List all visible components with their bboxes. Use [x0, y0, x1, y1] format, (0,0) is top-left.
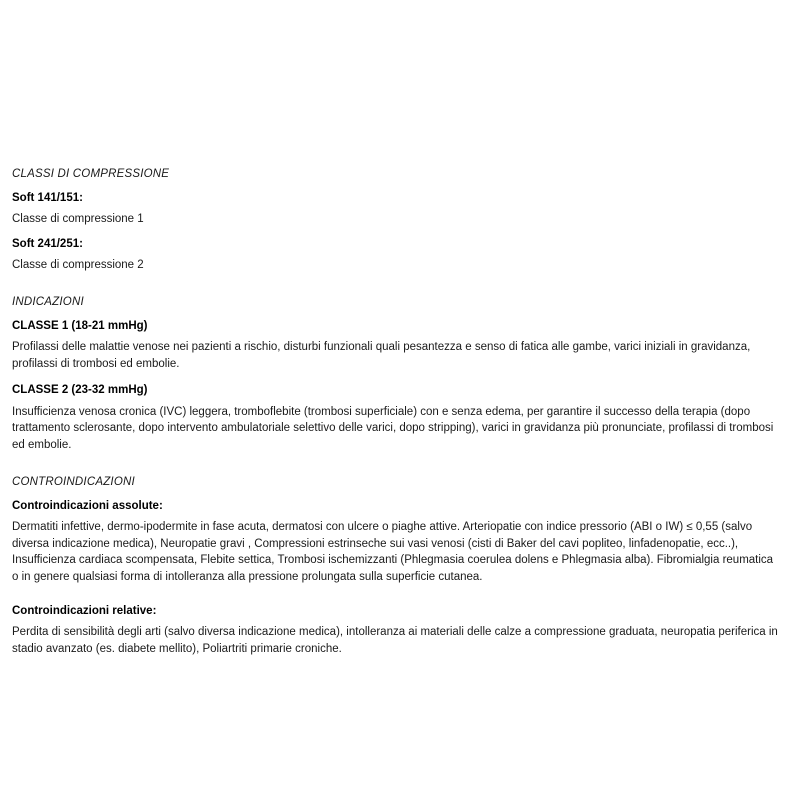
text-indicazioni-classe-2: Insufficienza venosa cronica (IVC) leggera, tromboflebite (trombosi superficiale) con e senza edema, per garantire il successo della terapia (dopo trattamento sclerosante, dopo intervento ambulatoriale selettivo delle varici, dopo stripping), varici in gravidanza più pronunciate, profilassi di trombosi ed embolie. [12, 405, 774, 452]
spacer [12, 283, 782, 296]
section-heading: CLASSI DI COMPRESSIONE [12, 168, 170, 180]
subheading-classe-1: CLASSE 1 (18-21 mmHg) [12, 319, 148, 332]
section-indicazioni [12, 296, 782, 454]
text-classe-compressione-2: Classe di compressione 2 [12, 259, 144, 272]
subheading-soft-141-151: Soft 141/151: [12, 191, 83, 204]
text-controindicazioni-assolute: Dermatiti infettive, dermo-ipodermite in fase acuta, dermatosi con ulcere o piaghe attive. Arteriopatie con indice pressorio (ABI o IW) ≤ 0,55 (salvo diversa indicazione medica), Neuropatie gravi , Compressioni estrinseche sui vasi venosi (cisti di Baker del cavi popliteo, linfadenopatie, ecc..), Insufficienza cardiaca scompensata, Flebite settica, Trombosi ischemizzanti (Phlegmasia coerulea dolens e Phlegmasia alba). Fibromialgia reumatica o in genere qualsiasi forma di intolleranza alla pressione prolungata sulla superficie cutanea. [12, 520, 774, 583]
text-indicazioni-classe-1: Profilassi delle malattie venose nei pazienti a rischio, disturbi funzionali quali pesantezza e senso di fatica alle gambe, varici iniziali in gravidanza, profilassi di trombosi ed embolie. [12, 341, 751, 370]
text-classe-compressione-1: Classe di compressione 1 [12, 213, 144, 226]
section-heading: CONTROINDICAZIONI [12, 475, 135, 488]
spacer [12, 463, 782, 476]
spacer [12, 595, 782, 604]
section-heading: INDICAZIONI [12, 295, 84, 308]
subheading-soft-241-251: Soft 241/251: [12, 237, 83, 250]
section-controindicazioni [12, 476, 782, 658]
subheading-classe-2: CLASSE 2 (23-32 mmHg) [12, 384, 148, 397]
section-classi-di-compressione [12, 168, 782, 274]
subheading-controindicazioni-assolute: Controindicazioni assolute: [12, 499, 163, 512]
text-controindicazioni-relative: Perdita di sensibilità degli arti (salvo diversa indicazione medica), intolleranza ai materiali delle calze a compressione graduata, neuropatia periferica in stadio avanzato (es. diabete mellito), Poliartriti primarie croniche. [12, 626, 778, 655]
subheading-controindicazioni-relative: Controindicazioni relative: [12, 604, 157, 617]
